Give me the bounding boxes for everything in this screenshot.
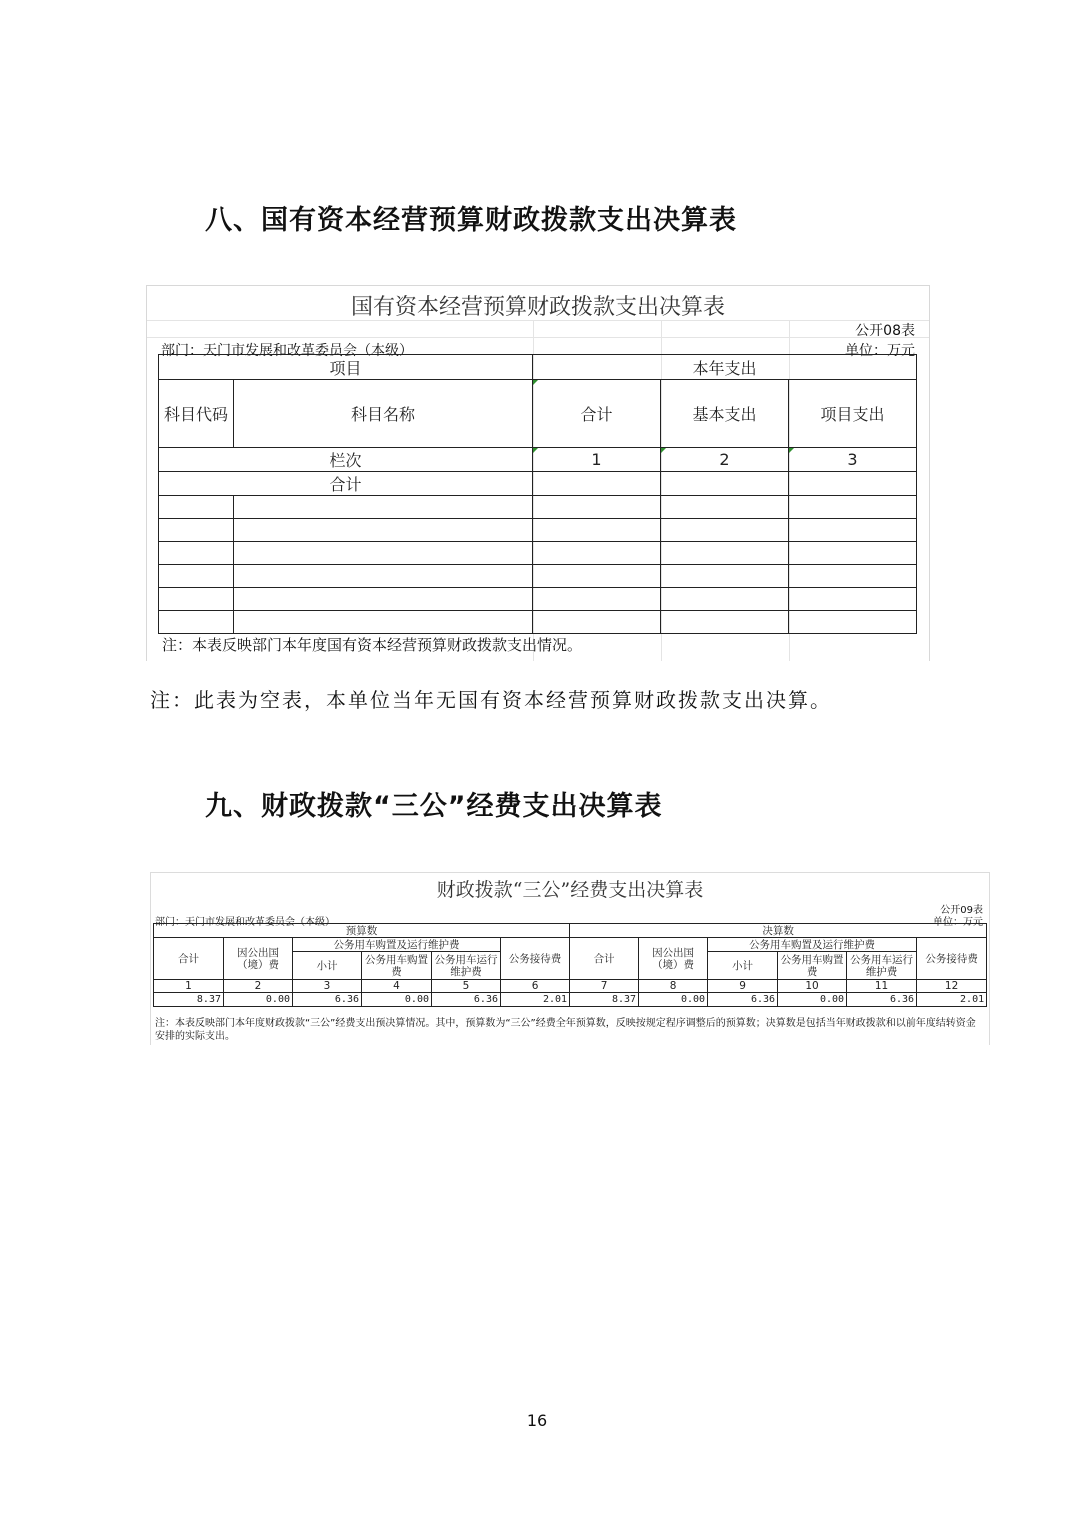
header-final: 决算数 — [570, 924, 987, 938]
three-public-expenses-table-image — [150, 872, 990, 1045]
column-number: 9 — [708, 980, 778, 993]
state-capital-budget-table — [158, 354, 917, 634]
column-number: 10 — [778, 980, 847, 993]
table-row — [159, 565, 917, 588]
section8-heading: 八、国有资本经营预算财政拨款支出决算表 — [205, 205, 737, 236]
table-row — [159, 611, 917, 634]
value-cell: 6.36 — [708, 993, 778, 1007]
value-cell: 0.00 — [778, 993, 847, 1007]
header-total: 合计 — [154, 938, 224, 980]
column-number: 11 — [847, 980, 917, 993]
column-number: 12 — [917, 980, 987, 993]
table-row — [159, 496, 917, 519]
column-number: 2 — [661, 448, 789, 472]
section9-heading: 九、财政拨款“三公”经费支出决算表 — [205, 791, 663, 822]
column-number: 8 — [639, 980, 708, 993]
header-total: 合计 — [570, 938, 639, 980]
table-cell — [789, 472, 917, 496]
column-number: 3 — [293, 980, 362, 993]
header-basic: 基本支出 — [661, 380, 789, 448]
three-public-expenses-table — [153, 923, 987, 1007]
header-current-year: 本年支出 — [533, 355, 917, 380]
unit-label: 单位：万元 — [933, 917, 983, 928]
header-abroad: 因公出国（境）费 — [224, 938, 293, 980]
value-cell: 0.00 — [362, 993, 432, 1007]
table-number: 公开09表 — [940, 905, 983, 916]
value-cell: 6.36 — [847, 993, 917, 1007]
column-number: 7 — [570, 980, 639, 993]
column-number: 5 — [432, 980, 501, 993]
table-note: 注：本表反映部门本年度国有资本经营预算财政拨款支出情况。 — [162, 636, 583, 654]
header-budget: 预算数 — [154, 924, 570, 938]
state-capital-budget-table-image — [146, 285, 930, 661]
header-name: 科目名称 — [234, 380, 533, 448]
header-code: 科目代码 — [159, 380, 234, 448]
column-number: 4 — [362, 980, 432, 993]
header-vehicle-group: 公务用车购置及运行维护费 — [708, 938, 917, 952]
header-vehicle-group: 公务用车购置及运行维护费 — [293, 938, 501, 952]
unit-label: 单位：万元 — [845, 343, 915, 359]
header-reception: 公务接待费 — [501, 938, 570, 980]
header-vehicle-buy: 公务用车购置费 — [362, 952, 432, 980]
table-note: 注：本表反映部门本年度财政拨款“三公”经费支出预决算情况。其中，预算数为“三公”经费全年预算数，反映按规定程序调整后的预算数；决算数是包括当年财政拨款和以前年度结转资金安排的实际支出。 — [155, 1018, 976, 1042]
department-label: 部门：天门市发展和改革委员会（本级） — [155, 917, 335, 928]
value-cell: 2.01 — [501, 993, 570, 1007]
sheet-gridline — [147, 337, 929, 338]
value-cell: 8.37 — [154, 993, 224, 1007]
value-cell: 2.01 — [917, 993, 987, 1007]
column-label: 栏次 — [159, 448, 533, 472]
value-cell: 0.00 — [639, 993, 708, 1007]
table-title: 财政拨款“三公”经费支出决算表 — [436, 879, 704, 901]
header-vehicle-run: 公务用车运行维护费 — [432, 952, 501, 980]
department-label: 部门：天门市发展和改革委员会（本级） — [161, 343, 413, 359]
table-cell — [661, 472, 789, 496]
page-number: 16 — [526, 1411, 548, 1430]
header-project: 项目 — [159, 355, 533, 380]
header-total: 合计 — [533, 380, 661, 448]
header-vehicle-buy: 公务用车购置费 — [778, 952, 847, 980]
header-subtotal: 小计 — [708, 952, 778, 980]
table-number: 公开08表 — [855, 323, 915, 339]
table-row — [159, 588, 917, 611]
table-row — [159, 519, 917, 542]
table-cell — [533, 472, 661, 496]
column-number: 6 — [501, 980, 570, 993]
column-number: 2 — [224, 980, 293, 993]
column-number: 1 — [533, 448, 661, 472]
table-row — [159, 542, 917, 565]
header-project-exp: 项目支出 — [789, 380, 917, 448]
total-row-label: 合计 — [159, 472, 533, 496]
header-subtotal: 小计 — [293, 952, 362, 980]
empty-table-note: 注：此表为空表，本单位当年无国有资本经营预算财政拨款支出决算。 — [150, 688, 832, 712]
table-title: 国有资本经营预算财政拨款支出决算表 — [350, 295, 725, 320]
value-cell: 6.36 — [293, 993, 362, 1007]
column-number: 3 — [789, 448, 917, 472]
header-abroad: 因公出国（境）费 — [639, 938, 708, 980]
value-cell: 8.37 — [570, 993, 639, 1007]
header-vehicle-run: 公务用车运行维护费 — [847, 952, 917, 980]
column-number: 1 — [154, 980, 224, 993]
value-cell: 6.36 — [432, 993, 501, 1007]
value-cell: 0.00 — [224, 993, 293, 1007]
header-reception: 公务接待费 — [917, 938, 987, 980]
